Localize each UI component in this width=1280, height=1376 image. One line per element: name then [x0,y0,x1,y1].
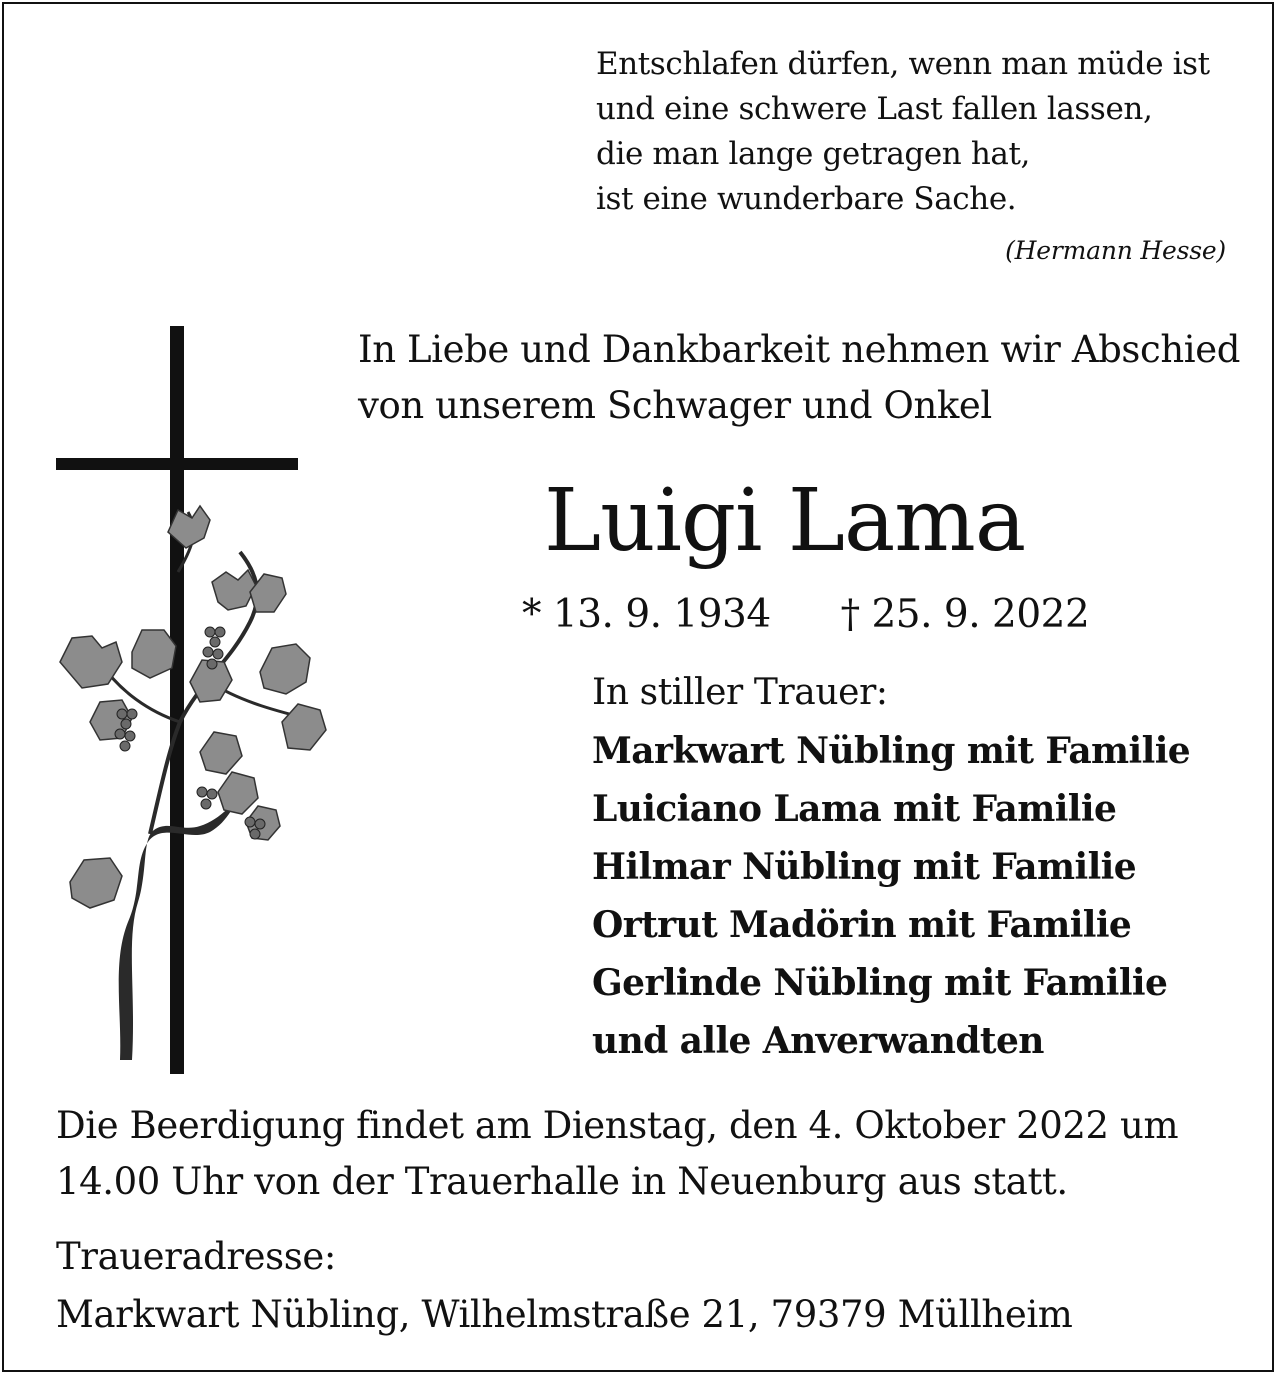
quote-line: Entschlafen dürfen, wenn man müde ist [596,46,1210,82]
grape [255,819,265,829]
intro-line: von unserem Schwager und Onkel [358,384,992,427]
grape [205,627,215,637]
mourner-name: Luiciano Lama mit Familie [592,788,1117,830]
intro-line: In Liebe und Dankbarkeit nehmen wir Abschied [358,328,1240,371]
grape [245,817,255,827]
grape [120,741,130,751]
mourners-list [592,664,1252,1070]
death-date: † 25. 9. 2022 [840,592,1090,637]
vine-leaf [132,630,176,678]
vine-leaf [260,644,310,694]
vine-leaf [218,772,258,814]
grape [197,787,207,797]
mourning-address [56,1228,1246,1344]
grape [250,829,260,839]
vine-leaves [60,506,326,908]
vine-leaf [70,858,122,908]
vine-leaf [212,570,256,610]
grape [201,799,211,809]
cross-horizontal-beam [56,458,298,470]
grape [125,731,135,741]
grape [121,719,131,729]
mourner-name: Ortrut Madörin mit Familie [592,904,1132,946]
quote-line: und eine schwere Last fallen lassen, [596,91,1153,127]
mourners-label: In stiller Trauer: [592,672,888,713]
funeral-line: Die Beerdigung findet am Dienstag, den 4. Oktober 2022 um [56,1104,1179,1147]
quote-line: die man lange getragen hat, [596,136,1030,172]
address-value: Markwart Nübling, Wilhelmstraße 21, 79379 Müllheim [56,1293,1073,1336]
grape [213,649,223,659]
deceased-name: Luigi Lama [544,471,1026,571]
mourner-name: Hilmar Nübling mit Familie [592,846,1137,888]
quote [596,42,1256,222]
grape [117,709,127,719]
grape [207,659,217,669]
vine-leaf [200,732,242,774]
quote-line: ist eine wunderbare Sache. [596,181,1017,217]
cross-with-vine-illustration [50,322,350,1082]
cross-vertical-beam [170,326,184,1074]
grape [207,789,217,799]
funeral-line: 14.00 Uhr von der Trauerhalle in Neuenburg aus statt. [56,1160,1068,1203]
vine-leaf [282,704,326,750]
mourner-name: und alle Anverwandten [592,1020,1044,1062]
grape [115,729,125,739]
quote-author: (Hermann Hesse) [1005,236,1226,265]
grape [127,709,137,719]
mourner-name: Gerlinde Nübling mit Familie [592,962,1168,1004]
grape [215,627,225,637]
intro-text [358,322,1258,434]
mourner-name: Markwart Nübling mit Familie [592,730,1191,772]
grape [210,637,220,647]
birth-date: * 13. 9. 1934 [522,592,771,637]
address-label: Traueradresse: [56,1235,336,1278]
life-dates [522,588,1089,642]
grape [203,647,213,657]
funeral-notice [56,1098,1246,1210]
